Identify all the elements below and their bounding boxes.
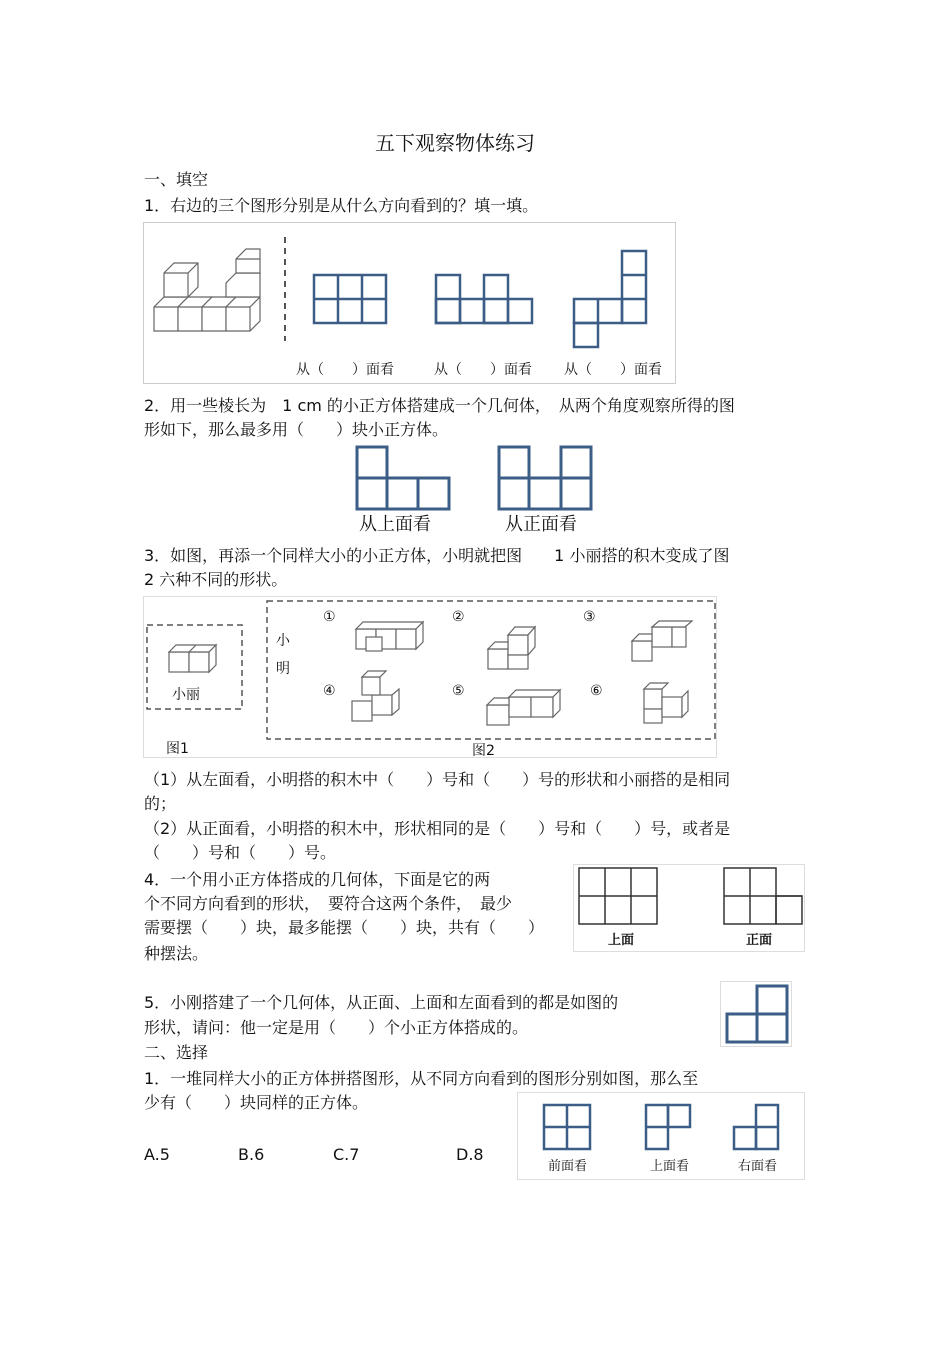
question-4-line-2: 个不同方向看到的形状， 要符合这两个条件， 最少	[144, 894, 513, 913]
fig2-label: 图2	[472, 743, 495, 759]
option-c[interactable]: C.7	[333, 1145, 360, 1164]
choice-label-front: 前面看	[548, 1159, 588, 1174]
question-5-line-1: 5．小刚搭建了一个几何体，从正面、上面和左面看到的都是如图的	[144, 993, 619, 1012]
shape-6-blocks	[644, 683, 688, 723]
q4-front-view	[724, 868, 802, 924]
q2-label-top: 从上面看	[359, 514, 431, 535]
shape-1-blocks	[356, 622, 423, 651]
q2-top-view	[357, 447, 449, 509]
q2-label-front: 从正面看	[505, 514, 577, 535]
question-4-line-1: 4．一个用小正方体搭成的几何体，下面是它的两	[144, 870, 491, 889]
question-2-line-1: 2．用一些棱长为 1 cm 的小正方体搭建成一个几何体， 从两个角度观察所得的图	[144, 396, 735, 415]
shape-4-blocks	[352, 671, 399, 721]
fig1-label: 图1	[166, 741, 189, 757]
q5-view	[727, 986, 787, 1042]
shape-2-blocks	[488, 627, 535, 669]
q2-figure	[349, 443, 597, 539]
q1-label-1: 从（ ）面看	[296, 362, 394, 378]
page-title: 五下观察物体练习	[375, 131, 535, 155]
q1-view-2	[436, 275, 532, 323]
shape-number-5: ⑤	[452, 683, 465, 699]
question-2-line-2: 形如下，那么最多用（ ）块小正方体。	[144, 420, 449, 439]
q5-figure-svg	[721, 982, 793, 1048]
q4-figure	[573, 864, 805, 952]
option-b[interactable]: B.6	[238, 1145, 265, 1164]
question-3-line-1: 3．如图，再添一个同样大小的小正方体，小明就把图 1 小丽搭的积木变成了图	[144, 546, 730, 565]
q1-3d-block-drawing	[154, 249, 260, 331]
q1-view-3	[574, 251, 646, 347]
q1-label-3: 从（ ）面看	[564, 362, 662, 378]
q3-sub1-line-2: 的；	[144, 794, 177, 813]
q4-top-view	[579, 868, 657, 924]
q1-figure	[143, 222, 676, 384]
question-4-line-4: 种摆法。	[144, 944, 209, 963]
choice-1-line-2: 少有（ ）块同样的正方体。	[144, 1093, 369, 1112]
option-a[interactable]: A.5	[144, 1145, 170, 1164]
shape-number-3: ③	[583, 609, 596, 625]
shape-number-6: ⑥	[590, 683, 603, 699]
q4-label-top: 上面	[608, 933, 635, 948]
xiaoli-blocks	[169, 645, 216, 672]
q3-sub1-line-1: （1）从左面看，小明搭的积木中（ ）号和（ ）号的形状和小丽搭的是相同	[144, 770, 731, 789]
xiaoli-label: 小丽	[172, 687, 200, 703]
question-4-line-3: 需要摆（ ）块，最多能摆（ ）块，共有（ ）	[144, 918, 545, 937]
q4-label-front: 正面	[746, 933, 773, 948]
section-heading-fill: 一、填空	[144, 170, 209, 189]
question-5-line-2: 形状，请问：他一定是用（ ）个小正方体搭成的。	[144, 1018, 529, 1037]
xiaoming-label-1: 小	[276, 633, 290, 649]
choice-1-figure	[517, 1092, 805, 1180]
option-d[interactable]: D.8	[456, 1145, 484, 1164]
shape-number-2: ②	[452, 609, 465, 625]
choice-1-line-1: 1．一堆同样大小的正方体拼搭图形，从不同方向看到的图形分别如图，那么至	[144, 1069, 699, 1088]
q1-view-1	[314, 275, 386, 323]
section-heading-choice: 二、选择	[144, 1043, 209, 1062]
q3-figure	[143, 596, 717, 758]
choice-right-view	[734, 1105, 778, 1149]
q3-sub2-line-2: （ ）号和（ ）号。	[144, 843, 337, 862]
q3-sub2-line-1: （2）从正面看，小明搭的积木中，形状相同的是（ ）号和（ ）号，或者是	[144, 819, 731, 838]
choice-label-top: 上面看	[650, 1159, 690, 1174]
question-3-line-2: 2 六种不同的形状。	[144, 570, 288, 589]
q3-figure-svg	[144, 597, 718, 759]
shape-number-1: ①	[323, 609, 336, 625]
question-1-text: 1．右边的三个图形分别是从什么方向看到的？填一填。	[144, 196, 539, 215]
q2-front-view	[499, 447, 591, 509]
q1-label-2: 从（ ）面看	[434, 362, 532, 378]
shape-3-blocks	[632, 621, 692, 661]
shape-number-4: ④	[323, 683, 336, 699]
choice-front-view	[544, 1105, 590, 1149]
choice-label-right: 右面看	[738, 1159, 778, 1174]
xiaoming-label-2: 明	[276, 661, 290, 677]
q5-figure	[720, 981, 792, 1047]
choice-top-view	[646, 1105, 690, 1149]
shape-5-blocks	[487, 690, 560, 725]
